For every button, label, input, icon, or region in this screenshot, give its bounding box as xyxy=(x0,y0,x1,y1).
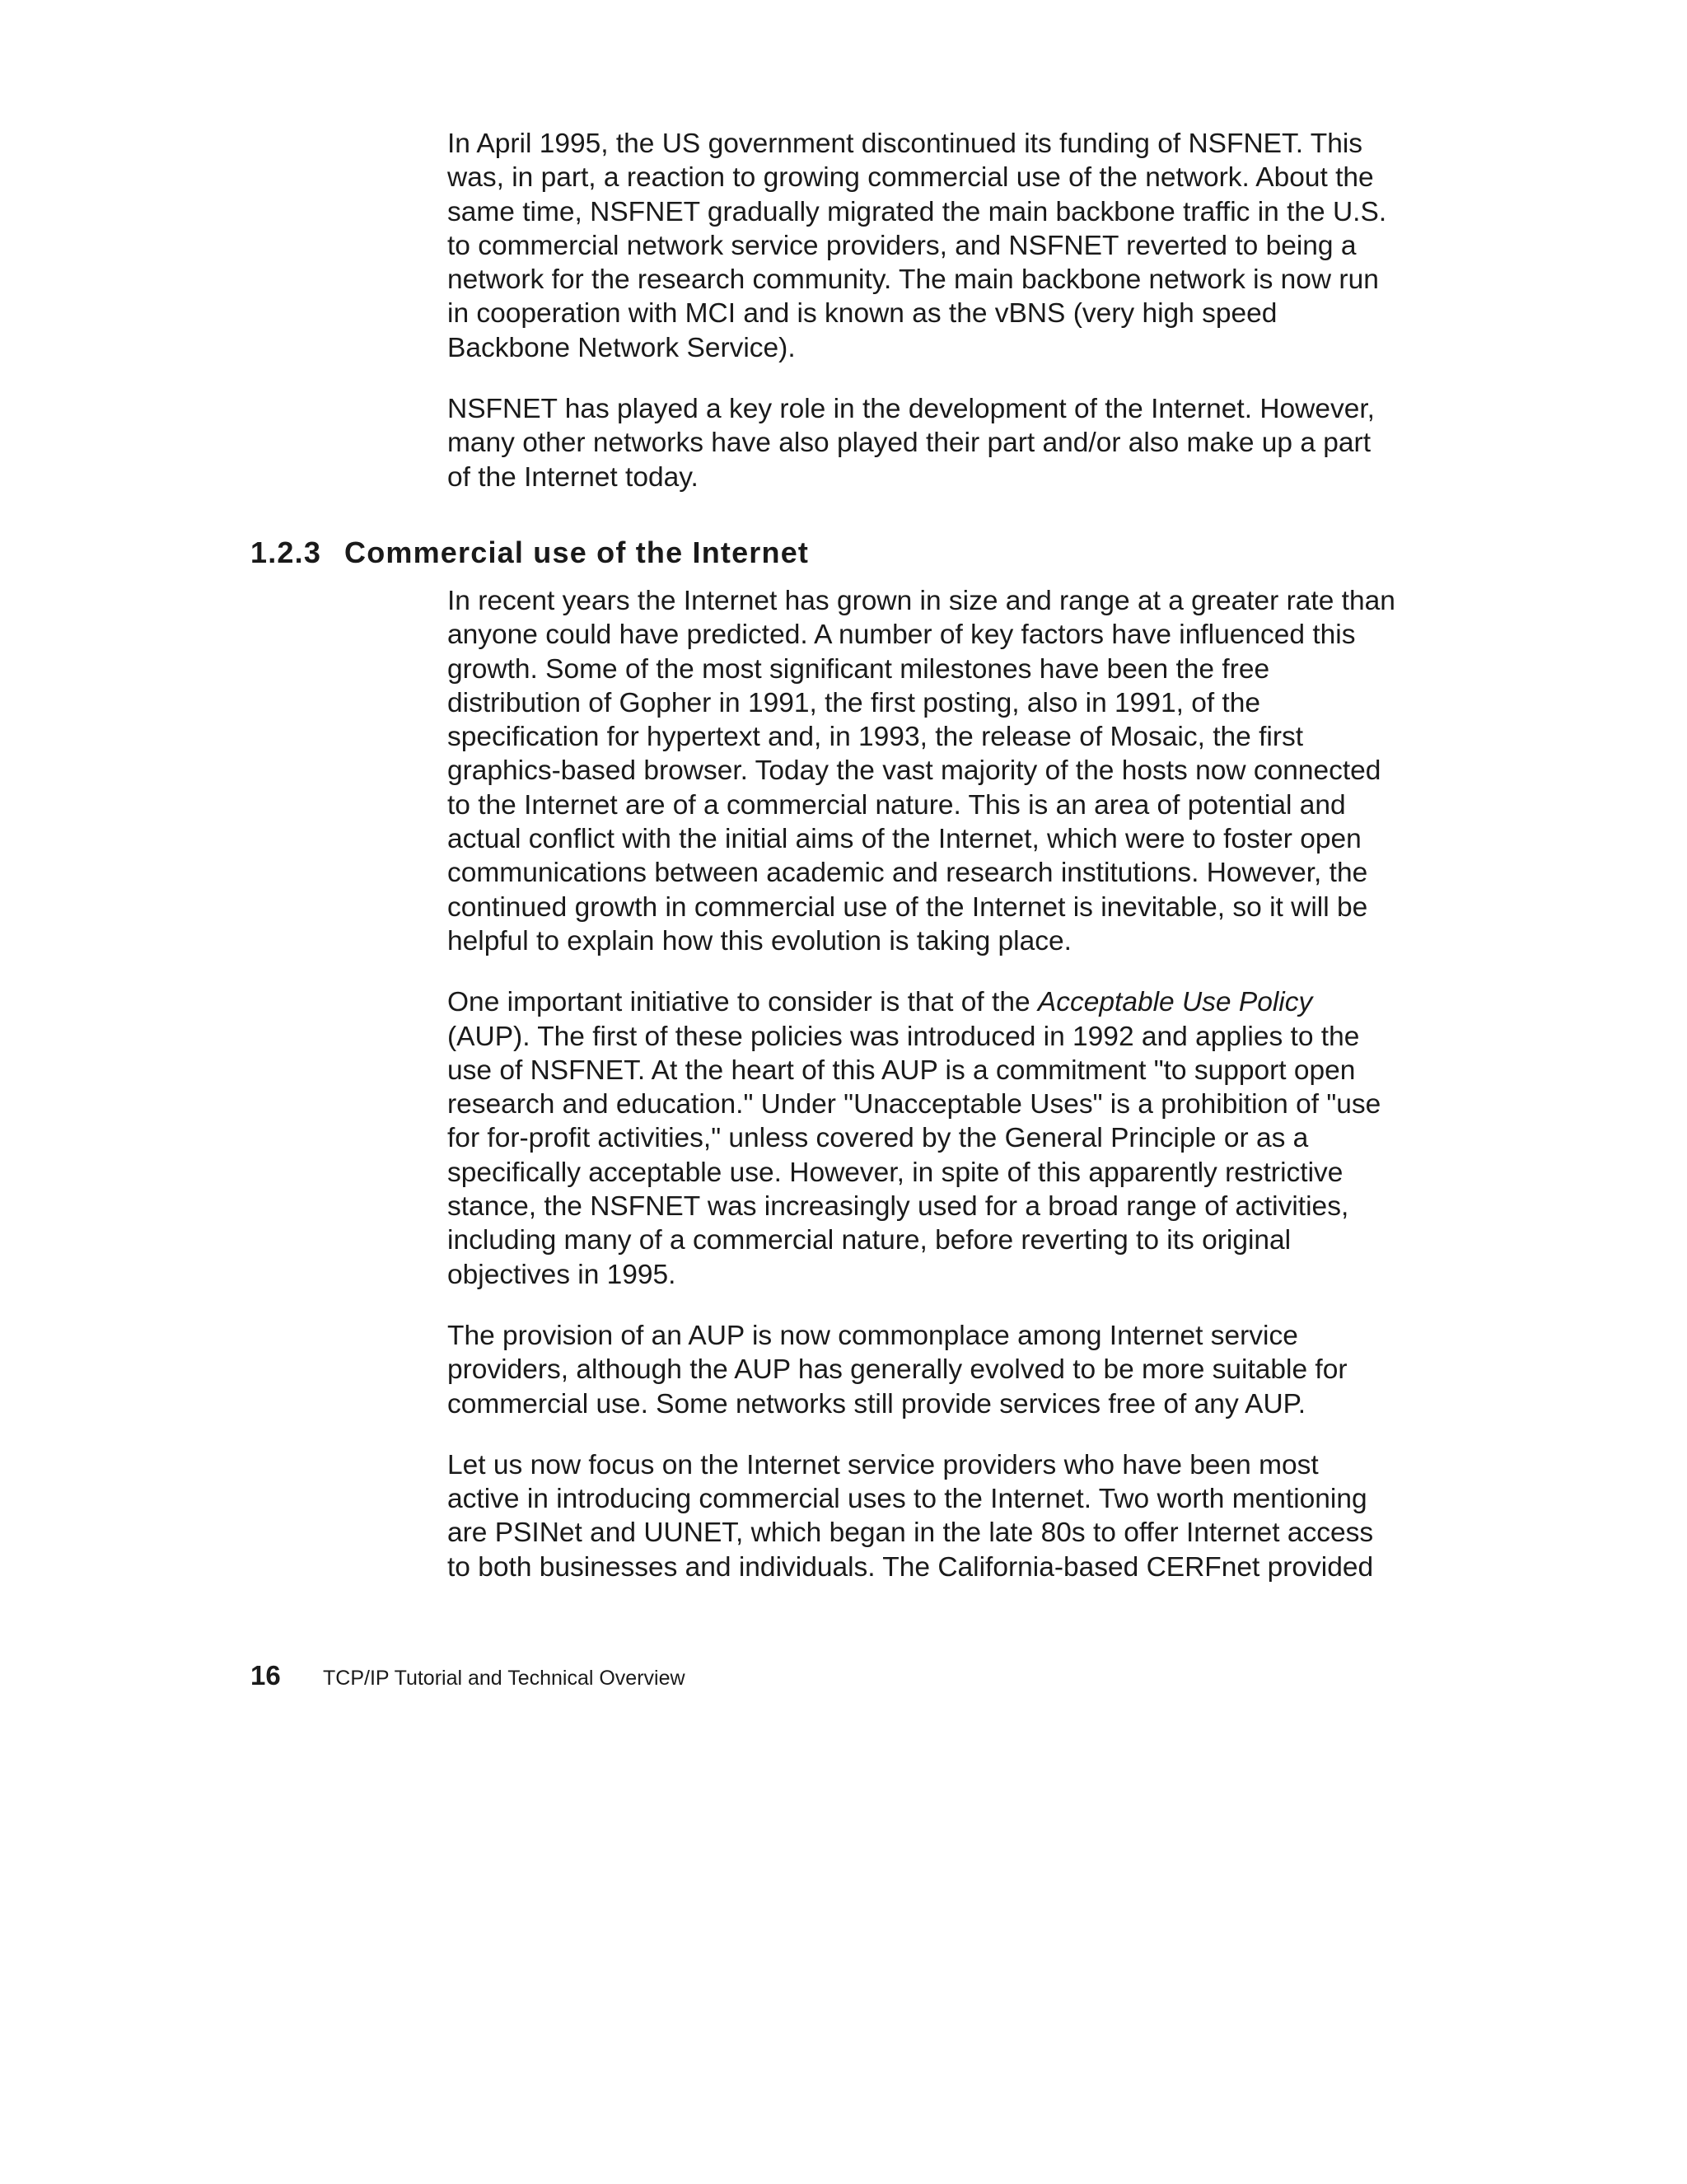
page-footer xyxy=(250,1660,685,1691)
paragraph-aup-body: (AUP). The first of these policies was introduced in 1992 and applies to the use of NSFNET. At the heart of this AUP is a commitment "to support open research and education." Under "Unacceptable Uses" is a prohibition of "use for for-profit activities," unless covered by the General Principle or as a specifically acceptable use. However, in spite of this apparently restrictive stance, the NSFNET was increasingly used for a broad range of activities, including many of a commercial nature, before reverting to its original objectives in 1995. xyxy=(447,1021,1381,1290)
book-title: TCP/IP Tutorial and Technical Overview xyxy=(323,1667,685,1690)
paragraph-aup xyxy=(447,985,1419,1292)
paragraph-service-providers: Let us now focus on the Internet service providers who have been most active in introducing commercial uses to the Internet. Two worth mentioning are PSINet and UUNET, which began in the late 80s to offer Internet access to both businesses and individuals. The California-based CERFnet provided xyxy=(447,1449,1374,1583)
paragraph-nsfnet-role: NSFNET has played a key role in the development of the Internet. However, many other networks have also played their part and/or also make up a part of the Internet today. xyxy=(447,394,1375,493)
section-number: 1.2.3 xyxy=(250,535,322,569)
paragraph-aup-lead: One important initiative to consider is that of the xyxy=(447,987,1038,1018)
paragraph-nsfnet-funding: In April 1995, the US government discontinued its funding of NSFNET. This was, in part, a reaction to growing commercial use of the network. About the same time, NSFNET gradually migrated the main backbone traffic in the U.S. to commercial network service providers, and NSFNET reverted to being a network for the research community. The main backbone network is now run in cooperation with MCI and is known as the vBNS (very high speed Backbone Network Service). xyxy=(447,129,1387,363)
paragraph-internet-growth: In recent years the Internet has grown in size and range at a greater rate than anyone could have predicted. A number of key factors have influenced this growth. Some of the most significant milestones have been the free distribution of Gopher in 1991, the first posting, also in 1991, of the specification for hypertext and, in 1993, the release of Mosaic, the first graphics-based browser. Today the vast majority of the hosts now connected to the Internet are of a commercial nature. This is an area of potential and actual conflict with the initial aims of the Internet, which were to foster open communications between academic and research institutions. However, the continued growth in commercial use of the Internet is inevitable, so it will be helpful to explain how this evolution is taking place. xyxy=(447,586,1395,956)
intro-text-block xyxy=(447,127,1419,494)
section-text-block xyxy=(447,584,1419,1584)
section-title: Commercial use of the Internet xyxy=(344,535,810,569)
section-heading xyxy=(250,535,809,571)
acceptable-use-policy-term: Acceptable Use Policy xyxy=(1037,987,1313,1018)
paragraph-aup-commonplace: The provision of an AUP is now commonplace among Internet service providers, although the AUP has generally evolved to be more suitable for commercial use. Some networks still provide services free of any AUP. xyxy=(447,1320,1348,1419)
page-number: 16 xyxy=(250,1660,281,1691)
